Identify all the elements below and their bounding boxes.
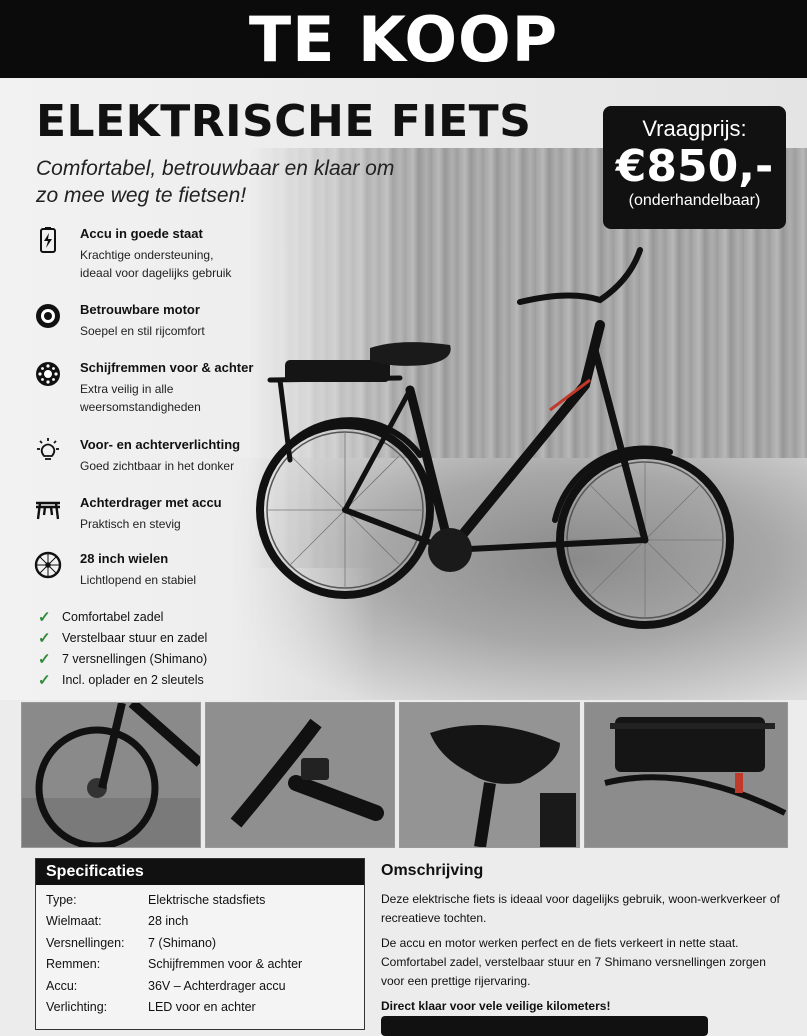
feature-wheels bbox=[34, 551, 314, 589]
list-item: ✓ Verstelbaar stuur en zadel bbox=[38, 629, 208, 647]
table-row: Verlichting: LED voor en achter bbox=[46, 1000, 256, 1015]
check-icon: ✓ bbox=[38, 629, 51, 647]
subtitle: Comfortabel, betrouwbaar en klaar om zo mee weg te fietsen! bbox=[36, 157, 395, 207]
table-row: Type: Elektrische stadsfiets bbox=[46, 892, 266, 907]
feature-desc: ideaal voor dagelijks gebruik bbox=[80, 266, 232, 280]
list-item: ✓ Comfortabel zadel bbox=[38, 608, 164, 626]
feature-desc: Krachtige ondersteuning, bbox=[80, 248, 214, 262]
checklist bbox=[38, 606, 207, 690]
feature-desc: Praktisch en stevig bbox=[80, 517, 181, 531]
check-icon: ✓ bbox=[38, 608, 51, 626]
feature-title: Accu in goede staat bbox=[80, 226, 203, 241]
table-row: Wielmaat: 28 inch bbox=[46, 914, 189, 929]
table-row: Accu: 36V – Achterdrager accu bbox=[46, 978, 286, 993]
photo-rack-battery bbox=[584, 702, 788, 848]
feature-title: Schijfremmen voor & achter bbox=[80, 360, 254, 375]
description-paragraph: Deze elektrische fiets is ideaal voor dagelijks gebruik, woon-werkverkeer of recreatieve tochten. bbox=[381, 892, 780, 925]
description-section bbox=[381, 862, 781, 1022]
banner-title: TE KOOP bbox=[0, 0, 807, 78]
bike-photo bbox=[250, 220, 750, 680]
feature-desc: Extra veilig in alle bbox=[80, 382, 174, 396]
feature-title: Achterdrager met accu bbox=[80, 495, 222, 510]
wheel-icon bbox=[34, 551, 62, 579]
contact-bar bbox=[381, 1016, 708, 1036]
feature-brakes bbox=[34, 360, 314, 416]
table-row: Versnellingen: 7 (Shimano) bbox=[46, 935, 217, 950]
photo-handlebar bbox=[205, 702, 395, 848]
check-icon: ✓ bbox=[38, 671, 51, 689]
list-item: ✓ 7 versnellingen (Shimano) bbox=[38, 650, 208, 668]
price-amount: €850,- bbox=[615, 141, 774, 192]
rack-icon bbox=[34, 495, 62, 523]
feature-desc: Soepel en stil rijcomfort bbox=[80, 324, 205, 338]
list-item: ✓ Incl. oplader en 2 sleutels bbox=[38, 671, 204, 689]
feature-title: Voor- en achterverlichting bbox=[80, 437, 241, 452]
check-icon: ✓ bbox=[38, 650, 51, 668]
feature-battery bbox=[34, 226, 314, 282]
brake-disc-icon bbox=[34, 360, 62, 388]
photo-front-wheel bbox=[21, 702, 201, 848]
feature-lights bbox=[34, 437, 314, 475]
battery-icon bbox=[34, 226, 62, 254]
feature-rack bbox=[34, 495, 314, 533]
description-paragraph: De accu en motor werken perfect en de fiets verkeert in nette staat. Comfortabel zadel, verstelbaar stuur en 7 Shimano versnellingen zorgen voor een prettige rijervaring. bbox=[381, 936, 766, 988]
price-box bbox=[603, 106, 786, 229]
specs-table bbox=[35, 858, 365, 1030]
specs-heading: Specificaties bbox=[36, 859, 364, 885]
description-callout: Direct klaar voor vele veilige kilometers! bbox=[381, 999, 611, 1013]
page-title: ELEKTRISCHE FIETS bbox=[36, 96, 532, 147]
feature-motor bbox=[34, 302, 314, 340]
light-bulb-icon bbox=[34, 437, 62, 465]
price-note: (onderhandelbaar) bbox=[628, 192, 761, 209]
photo-saddle bbox=[399, 702, 580, 848]
feature-desc: Goed zichtbaar in het donker bbox=[80, 459, 235, 473]
description-heading: Omschrijving bbox=[381, 862, 484, 879]
feature-desc: weersomstandigheden bbox=[80, 400, 201, 414]
feature-title: Betrouwbare motor bbox=[80, 302, 200, 317]
motor-icon bbox=[34, 302, 62, 330]
table-row: Remmen: Schijfremmen voor & achter bbox=[46, 957, 303, 972]
feature-title: 28 inch wielen bbox=[80, 551, 169, 566]
price-label: Vraagprijs: bbox=[642, 116, 747, 141]
feature-desc: Lichtlopend en stabiel bbox=[80, 573, 197, 587]
